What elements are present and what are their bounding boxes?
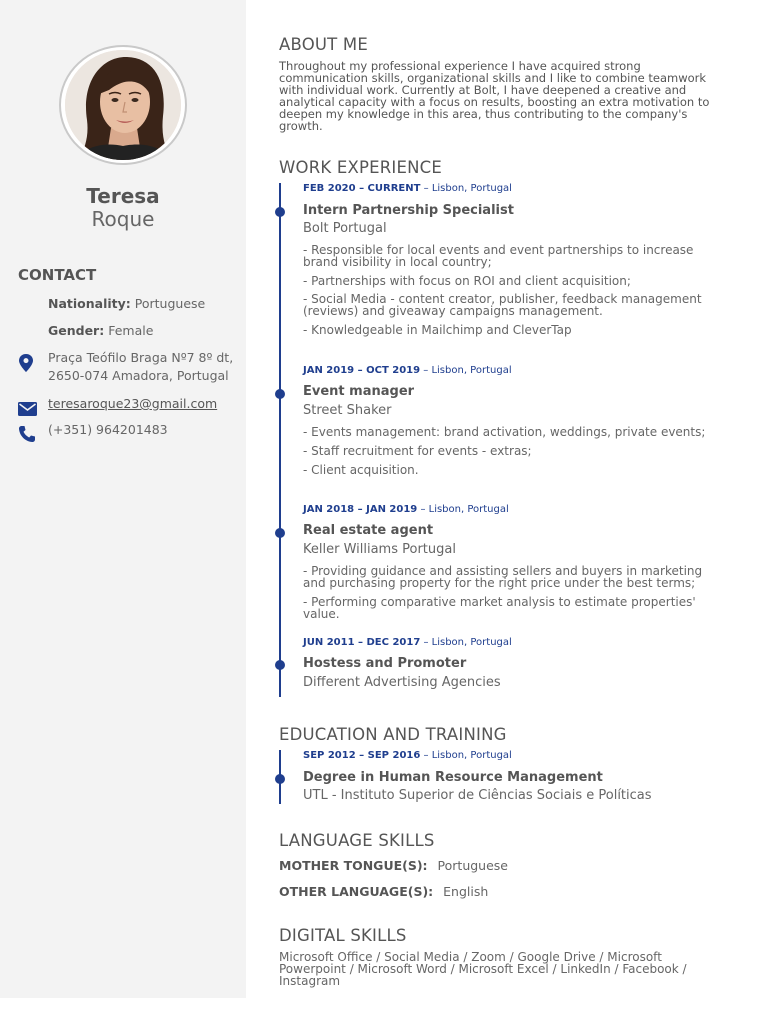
education-dates xyxy=(303,750,512,761)
address-line-1: Praça Teófilo Braga Nº7 8º dt, xyxy=(48,350,234,365)
job-bullet: - Providing guidance and assisting sellers and buyers in marketing and purchasing property for the right price under the best terms; xyxy=(303,564,703,590)
job-title: Real estate agent xyxy=(303,523,434,538)
mother-tongue-value: Portuguese xyxy=(437,858,508,873)
email-link[interactable]: teresaroque23@gmail.com xyxy=(48,396,218,411)
timeline-dot xyxy=(275,774,285,784)
timeline-dot xyxy=(275,207,285,217)
digital-skills-list: Microsoft Office / Social Media / Zoom / Google Drive / Microsoft Powerpoint / Microsoft Word / Microsoft Excel / LinkedIn / Facebook / Instagram xyxy=(279,950,687,988)
profile-photo-frame xyxy=(59,45,187,165)
gender-row xyxy=(48,322,153,340)
education-date-range: SEP 2012 – SEP 2016 xyxy=(303,750,421,761)
contact-heading: CONTACT xyxy=(18,266,97,284)
job-location: – Lisbon, Portugal xyxy=(423,183,512,194)
job-dates xyxy=(303,365,512,376)
nationality-value: Portuguese xyxy=(134,296,206,311)
nationality-label: Nationality: xyxy=(48,296,131,311)
mother-tongue-label: MOTHER TONGUE(S): xyxy=(279,858,428,873)
job-bullet: - Performing comparative market analysis to estimate properties' value. xyxy=(303,595,696,621)
job-dates xyxy=(303,637,512,648)
job-employer: Bolt Portugal xyxy=(303,221,387,236)
job-dates xyxy=(303,504,509,515)
job-title: Event manager xyxy=(303,384,415,399)
timeline-dot xyxy=(275,528,285,538)
location-pin-icon xyxy=(18,354,34,376)
job-bullet: - Staff recruitment for events - extras; xyxy=(303,444,532,458)
address xyxy=(48,349,233,385)
other-language-row xyxy=(279,884,488,899)
profile-photo xyxy=(65,50,181,160)
about-heading: ABOUT ME xyxy=(279,35,368,54)
job-title: Intern Partnership Specialist xyxy=(303,203,514,218)
job-employer: Different Advertising Agencies xyxy=(303,675,501,690)
job-location: – Lisbon, Portugal xyxy=(420,504,509,515)
job-employer: Keller Williams Portugal xyxy=(303,542,456,557)
job-location: – Lisbon, Portugal xyxy=(423,637,512,648)
education-location: – Lisbon, Portugal xyxy=(423,750,512,761)
job-bullet: - Partnerships with focus on ROI and client acquisition; xyxy=(303,274,631,288)
job-date-range: JAN 2018 – JAN 2019 xyxy=(303,504,418,515)
job-date-range: FEB 2020 – CURRENT xyxy=(303,183,421,194)
job-title: Hostess and Promoter xyxy=(303,656,467,671)
mother-tongue-row xyxy=(279,858,508,873)
last-name: Roque xyxy=(91,207,155,231)
timeline-dot xyxy=(275,389,285,399)
gender-label: Gender: xyxy=(48,323,105,338)
first-name: Teresa xyxy=(86,184,160,208)
job-dates xyxy=(303,183,512,194)
gender-value: Female xyxy=(108,323,154,338)
other-language-value: English xyxy=(443,884,489,899)
work-heading: WORK EXPERIENCE xyxy=(279,158,442,177)
job-employer: Street Shaker xyxy=(303,403,392,418)
job-location: – Lisbon, Portugal xyxy=(423,365,512,376)
education-heading: EDUCATION AND TRAINING xyxy=(279,725,507,744)
phone-icon xyxy=(18,425,36,447)
about-text: Throughout my professional experience I have acquired strong communication skills, organizational skills and I like to combine teamwork with individual work. Currently at Bolt, I have deepened a creative and analytical capacity with a focus on results, boosting an extra motivation to deepen my knowledge in this area, thus contributing to the company's growth. xyxy=(279,59,710,133)
nationality-row xyxy=(48,295,205,313)
job-bullet: - Client acquisition. xyxy=(303,463,419,477)
job-date-range: JAN 2019 – OCT 2019 xyxy=(303,365,421,376)
sidebar xyxy=(0,0,246,998)
education-degree: Degree in Human Resource Management xyxy=(303,770,603,785)
job-bullet: - Responsible for local events and event partnerships to increase brand visibility in local country; xyxy=(303,243,694,269)
job-bullet: - Events management: brand activation, weddings, private events; xyxy=(303,425,706,439)
work-timeline xyxy=(279,183,281,697)
other-language-label: OTHER LANGUAGE(S): xyxy=(279,884,434,899)
education-school: UTL - Instituto Superior de Ciências Sociais e Políticas xyxy=(303,788,652,803)
mail-icon xyxy=(18,401,37,420)
digital-heading: DIGITAL SKILLS xyxy=(279,926,407,945)
phone-row xyxy=(48,421,168,439)
phone-number[interactable]: (+351) 964201483 xyxy=(48,422,168,437)
address-line-2: 2650-074 Amadora, Portugal xyxy=(48,368,229,383)
job-date-range: JUN 2011 – DEC 2017 xyxy=(303,637,421,648)
job-bullet: - Social Media - content creator, publisher, feedback management (reviews) and giveaway campaigns management. xyxy=(303,292,702,318)
email-row xyxy=(48,395,217,413)
timeline-dot xyxy=(275,660,285,670)
language-heading: LANGUAGE SKILLS xyxy=(279,831,435,850)
job-bullet: - Knowledgeable in Mailchimp and CleverTap xyxy=(303,323,572,337)
